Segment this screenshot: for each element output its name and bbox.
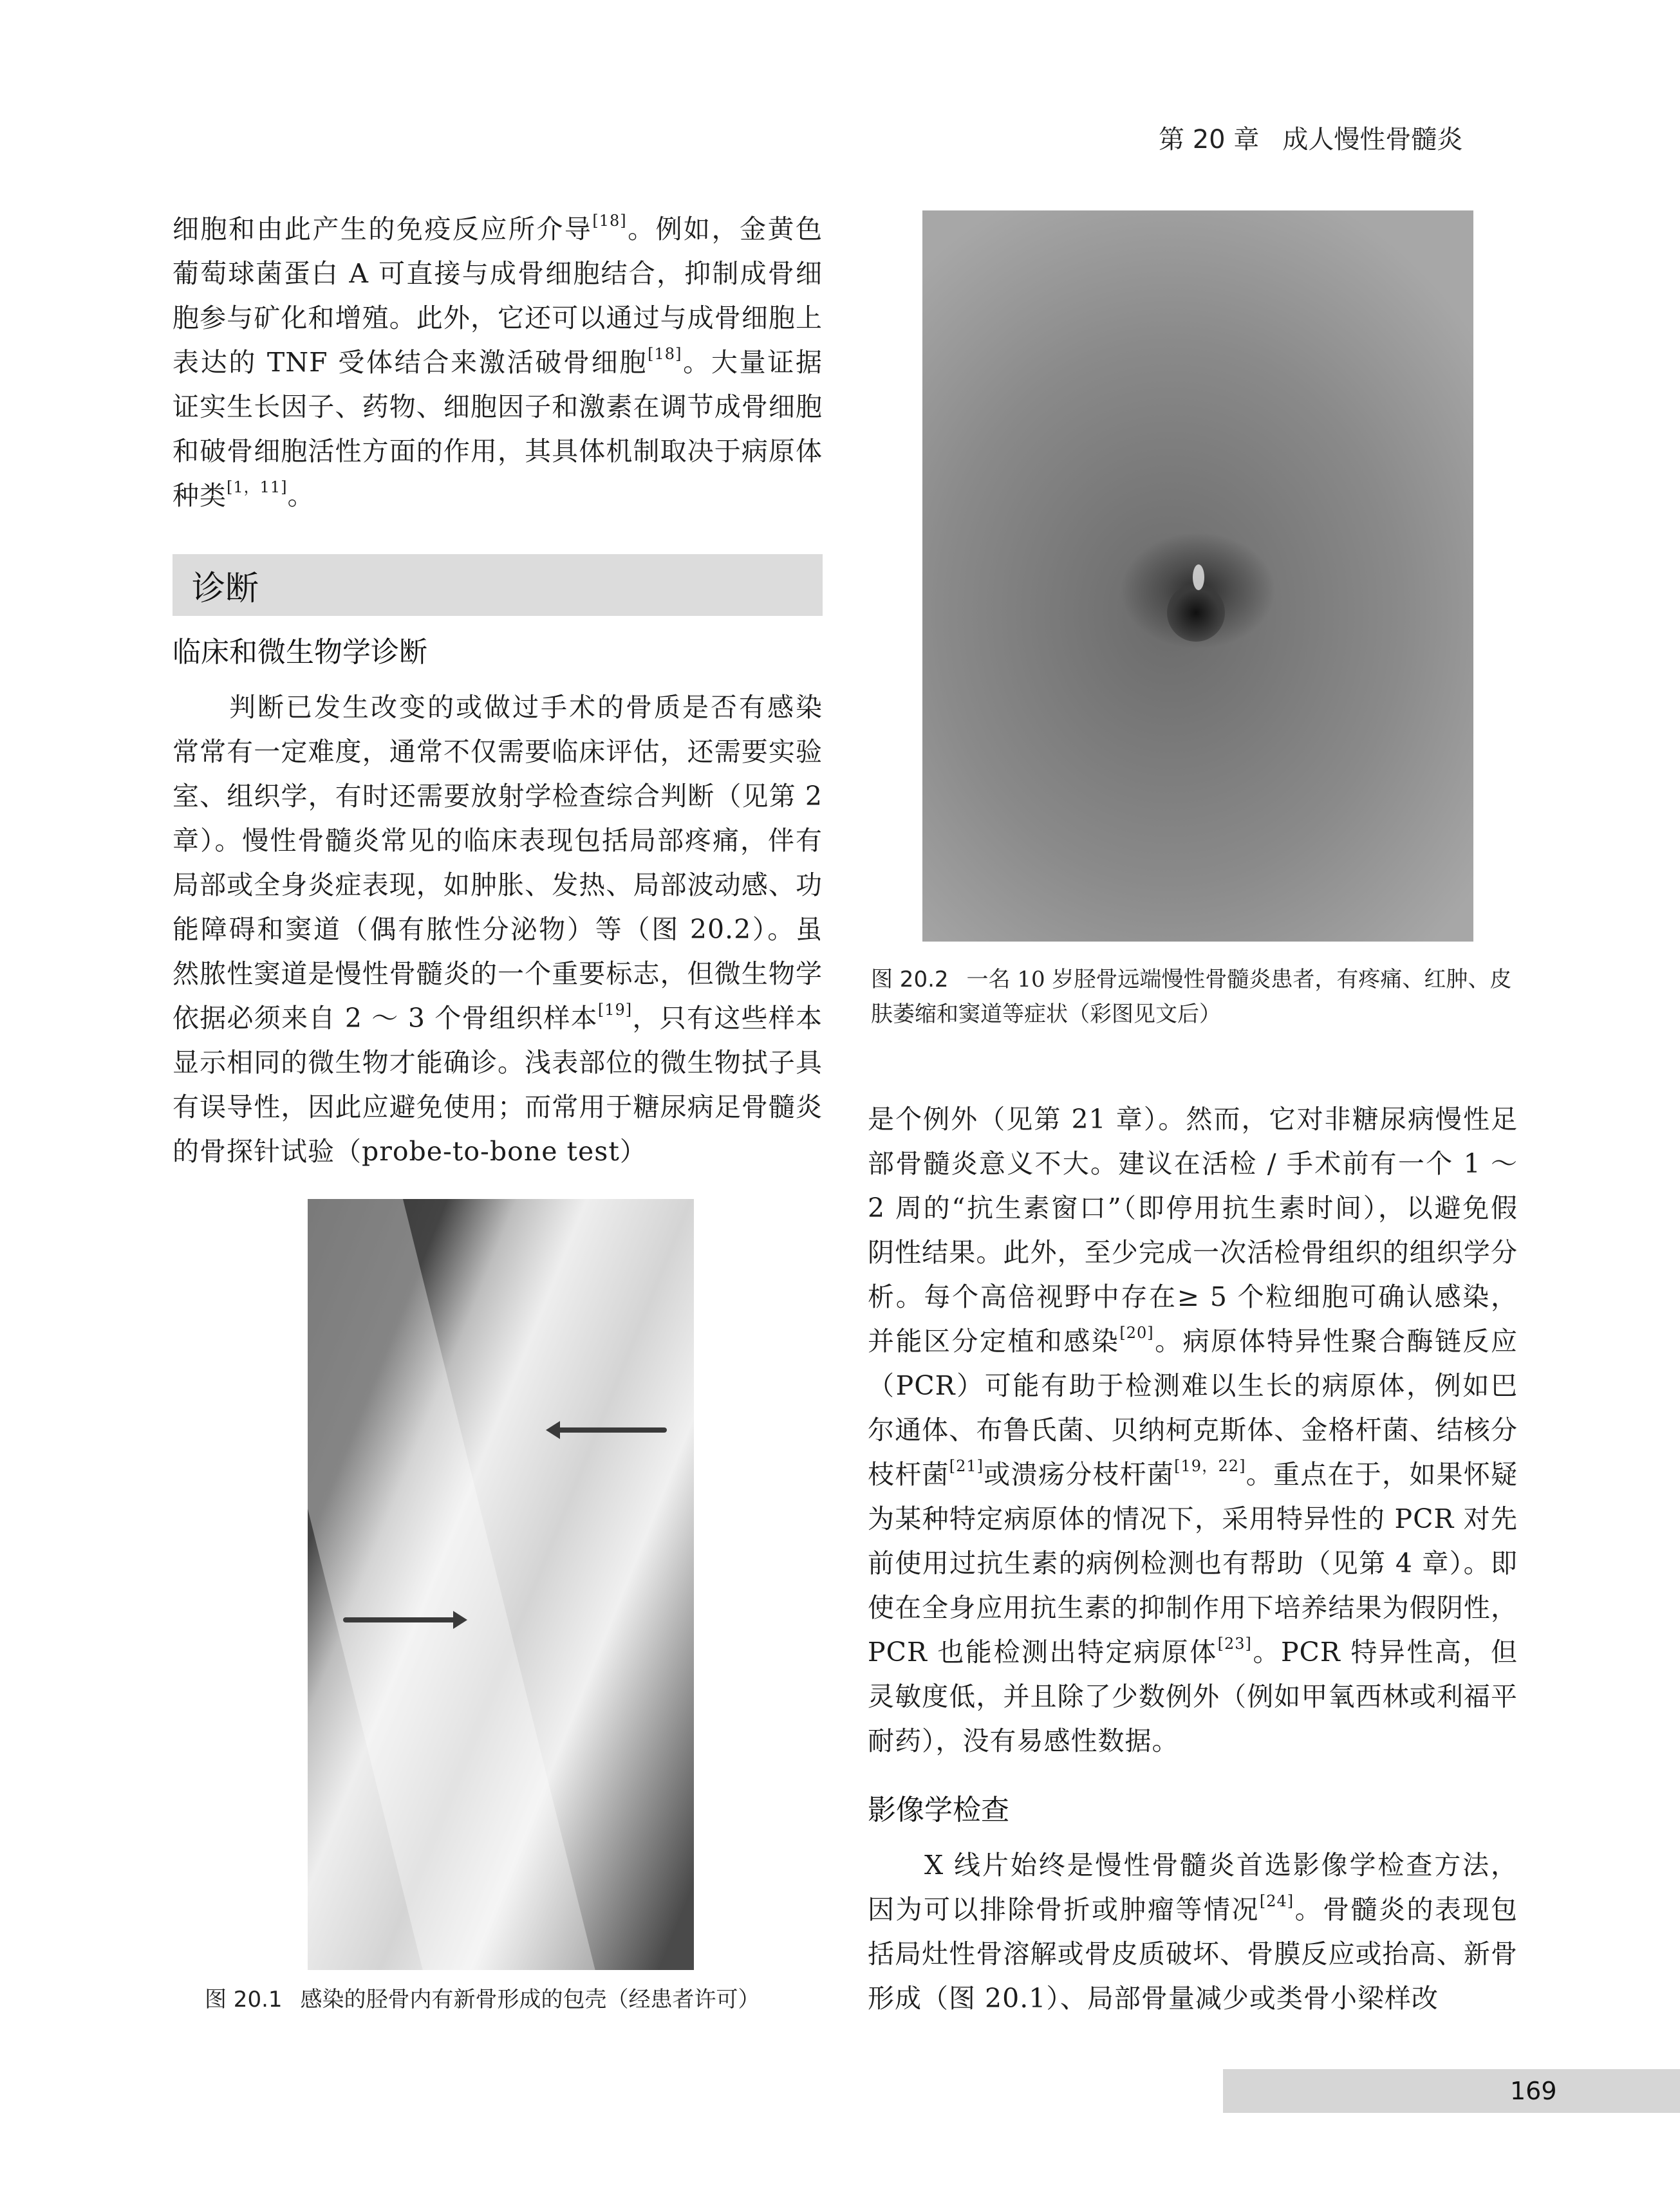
text-run: 。重点在于，如果怀疑为某种特定病原体的情况下，采用特异性的 PCR 对先前使用过抗生素的病例检测也有帮助（见第 4 章）。即使在全身应用抗生素的抑制作用下培养结果为假阴性，PCR 也能检测出特定病原体 bbox=[868, 1459, 1518, 1668]
arrow-icon bbox=[557, 1427, 667, 1433]
section-heading bbox=[173, 554, 823, 616]
chapter-title: 成人慢性骨髓炎 bbox=[1282, 125, 1463, 154]
figure-caption bbox=[205, 1982, 835, 2017]
citation: [18] bbox=[592, 212, 627, 230]
figure-label: 图 20.2 bbox=[871, 967, 949, 992]
caption-text: 一名 10 岁胫骨远端慢性骨髓炎患者，有疼痛、红肿、皮肤萎缩和窦道等症状（彩图见文后） bbox=[871, 967, 1512, 1027]
text-run: 。骨髓炎的表现包括局灶性骨溶解或骨皮质破坏、骨膜反应或抬高、新骨形成（图 20.1）、局部骨量减少或类骨小梁样改 bbox=[868, 1894, 1518, 2014]
text-run: 。PCR 特异性高，但灵敏度低，并且除了少数例外（例如甲氧西林或利福平耐药），没有易感性数据。 bbox=[868, 1637, 1518, 1756]
text-run: 是个例外（见第 21 章）。然而，它对非糖尿病慢性足部骨髓炎意义不大。建议在活检 / 手术前有一个 1 ～ 2 周的“抗生素窗口”（即停用抗生素时间），以避免假阴性结果。此外，至少完成一次活检骨组织的组织学分析。每个高倍视野中存在≥ 5 个粒细胞可确认感染，并能区分定植和感染 bbox=[868, 1104, 1518, 1357]
exudate bbox=[1193, 564, 1204, 590]
body-paragraph bbox=[868, 1097, 1518, 1763]
page-number-bar bbox=[1223, 2069, 1680, 2113]
citation: [24] bbox=[1259, 1892, 1294, 1911]
citation: [20] bbox=[1119, 1324, 1154, 1343]
right-column bbox=[868, 1097, 1518, 2021]
citation: [19] bbox=[597, 1001, 633, 1019]
text-run: 或溃疡分枝杆菌 bbox=[984, 1459, 1175, 1490]
left-column bbox=[173, 207, 823, 1174]
citation: [19，22] bbox=[1174, 1457, 1246, 1476]
body-paragraph bbox=[868, 1843, 1518, 2021]
text-run: 。病原体特异性聚合酶链反应（PCR）可能有助于检测难以生长的病原体，例如巴尔通体、布鲁氏菌、贝纳柯克斯体、金格杆菌、结核分枝杆菌 bbox=[868, 1326, 1518, 1490]
citation: [21] bbox=[949, 1457, 984, 1476]
citation: [18] bbox=[648, 345, 682, 364]
text-run: ，只有这些样本显示相同的微生物才能确诊。浅表部位的微生物拭子具有误导性，因此应避免使用；而常用于糖尿病足骨髓炎的骨探针试验（probe-to-bone test） bbox=[173, 1003, 823, 1167]
figure-leg-photo bbox=[922, 210, 1473, 942]
body-paragraph bbox=[173, 207, 823, 518]
citation: [1，11] bbox=[227, 478, 288, 497]
subheading: 临床和微生物学诊断 bbox=[173, 636, 427, 669]
page-number: 169 bbox=[1510, 2077, 1557, 2105]
text-run: 。大量证据证实生长因子、药物、细胞因子和激素在调节成骨细胞和破骨细胞活性方面的作用，其具体机制取决于病原体种类 bbox=[173, 347, 823, 511]
body-paragraph bbox=[173, 685, 823, 1174]
text-run: X 线片始终是慢性骨髓炎首选影像学检查方法，因为可以排除骨折或肿瘤等情况 bbox=[868, 1850, 1518, 1925]
subheading: 影像学检查 bbox=[868, 1794, 1009, 1826]
citation: [23] bbox=[1217, 1635, 1252, 1653]
text-run: 判断已发生改变的或做过手术的骨质是否有感染常常有一定难度，通常不仅需要临床评估，还需要实验室、组织学，有时还需要放射学检查综合判断（见第 2 章）。慢性骨髓炎常见的临床表现包括局部疼痛，伴有局部或全身炎症表现，如肿胀、发热、局部波动感、功能障碍和窦道（偶有脓性分泌物）等（图 20.2）。虽然脓性窦道是慢性骨髓炎的一个重要标志，但微生物学依据必须来自 2 ～ 3 个骨组织样本 bbox=[173, 692, 823, 1034]
caption-text: 感染的胫骨内有新骨形成的包壳（经患者许可） bbox=[300, 1987, 760, 2012]
figure-label: 图 20.1 bbox=[205, 1987, 283, 2012]
sinus-tract bbox=[1167, 584, 1225, 642]
running-header bbox=[1159, 119, 1519, 156]
figure-caption bbox=[871, 962, 1521, 1032]
text-run: 细胞和由此产生的免疫反应所介导 bbox=[173, 214, 593, 245]
bone-highlight bbox=[308, 1199, 611, 1970]
figure-xray bbox=[308, 1199, 694, 1970]
arrow-icon bbox=[343, 1617, 456, 1622]
chapter-number: 第 20 章 bbox=[1159, 125, 1260, 154]
section-title: 诊断 bbox=[192, 569, 259, 608]
text-run: 。例如，金黄色葡萄球菌蛋白 A 可直接与成骨细胞结合，抑制成骨细胞参与矿化和增殖。此外，它还可以通过与成骨细胞上表达的 TNF 受体结合来激活破骨细胞 bbox=[173, 214, 823, 378]
text-run: 。 bbox=[287, 480, 315, 511]
